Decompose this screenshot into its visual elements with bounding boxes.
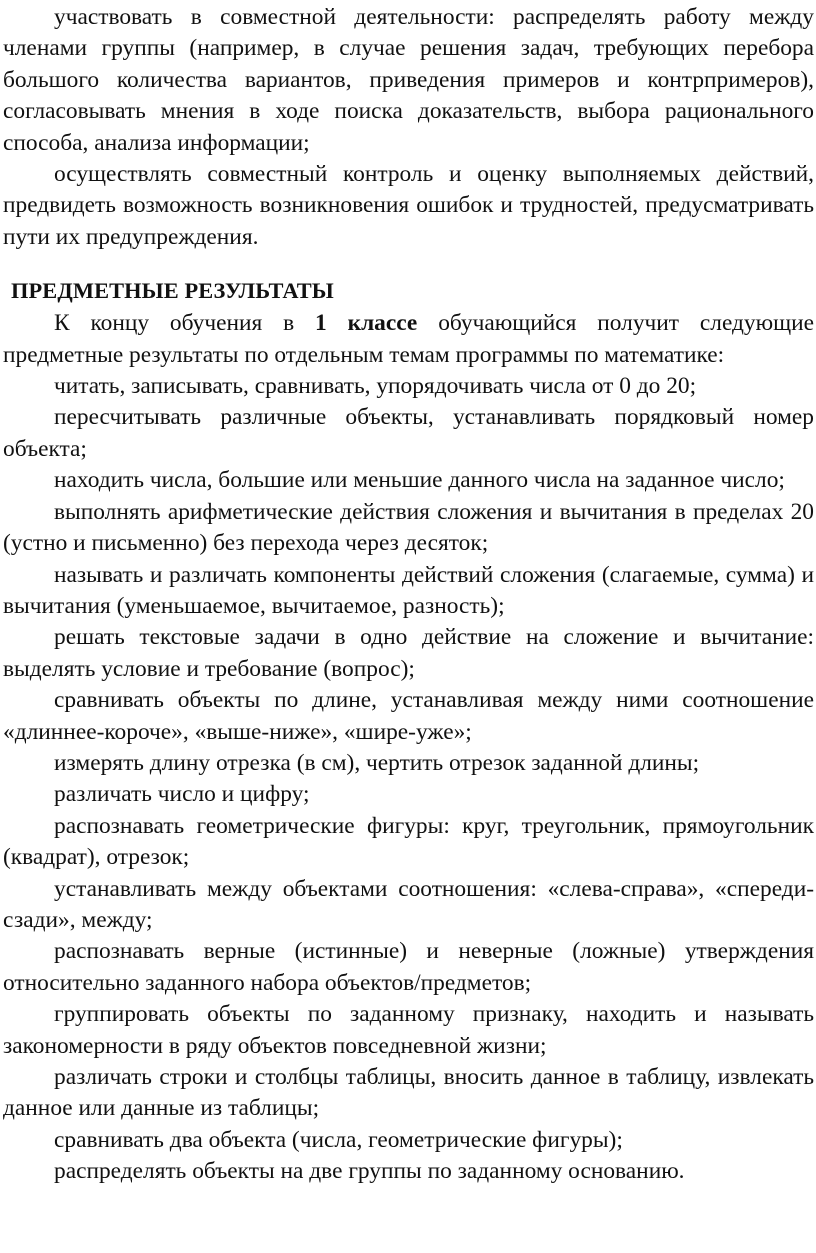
result-item: измерять длину отрезка (в см), чертить отрезок заданной длины;: [54, 749, 700, 776]
result-item: группировать объекты по заданному признаку, находить и называть закономерности в ряду объектов повседневной жизни;: [3, 1001, 814, 1059]
result-item: решать текстовые задачи в одно действие на сложение и вычитание: выделять условие и требование (вопрос);: [3, 624, 814, 682]
result-item: находить числа, большие или меньшие данного числа на заданное число;: [54, 467, 785, 494]
intro-paragraph: [3, 308, 814, 371]
result-item: пересчитывать различные объекты, устанавливать порядковый номер объекта;: [3, 404, 814, 462]
result-item: различать число и цифру;: [54, 781, 310, 808]
intro-text-after: обучающийся получит следующие предметные результаты по отдельным темам программы по математике:: [3, 310, 814, 368]
section-heading: ПРЕДМЕТНЫЕ РЕЗУЛЬТАТЫ: [11, 278, 334, 304]
intro-grade: 1 классе: [315, 310, 418, 337]
paragraph-joint-control: осуществлять совместный контроль и оценку выполняемых действий, предвидеть возможность возникновения ошибок и трудностей, предусматривать пути их предупреждения.: [3, 161, 814, 250]
result-item: называть и различать компоненты действий сложения (слагаемые, сумма) и вычитания (уменьшаемое, вычитаемое, разность);: [3, 561, 814, 619]
section-gap: [3, 253, 814, 276]
result-item: распознавать верные (истинные) и неверные (ложные) утверждения относительно заданного набора объектов/предметов;: [3, 938, 814, 996]
result-item: устанавливать между объектами соотношения: «слева-справа», «спереди-сзади», между;: [3, 875, 814, 933]
result-item: сравнивать два объекта (числа, геометрические фигуры);: [54, 1126, 623, 1153]
result-item: различать строки и столбцы таблицы, вносить данное в таблицу, извлекать данное или данные из таблицы;: [3, 1064, 814, 1122]
result-item: выполнять арифметические действия сложения и вычитания в пределах 20 (устно и письменно) без перехода через десяток;: [3, 498, 814, 557]
result-item: читать, записывать, сравнивать, упорядочивать числа от 0 до 20;: [54, 373, 697, 400]
paragraph-joint-activity: участвовать в совместной деятельности: распределять работу между членами группы (например, в случае решения задач, требующих перебора большого количества вариантов, приведения примеров и контрпримеров), согласовывать мнения в ходе поиска доказательств, выбора рационального способа, анализа информации;: [3, 4, 814, 156]
result-item: распознавать геометрические фигуры: круг, треугольник, прямоугольник (квадрат), отрезок;: [3, 812, 814, 871]
result-item: распределять объекты на две группы по заданному основанию.: [54, 1158, 685, 1185]
result-item: сравнивать объекты по длине, устанавливая между ними соотношение «длиннее-короче», «выше-ниже», «шире-уже»;: [3, 687, 814, 745]
intro-text-before: К концу обучения в: [54, 310, 316, 337]
